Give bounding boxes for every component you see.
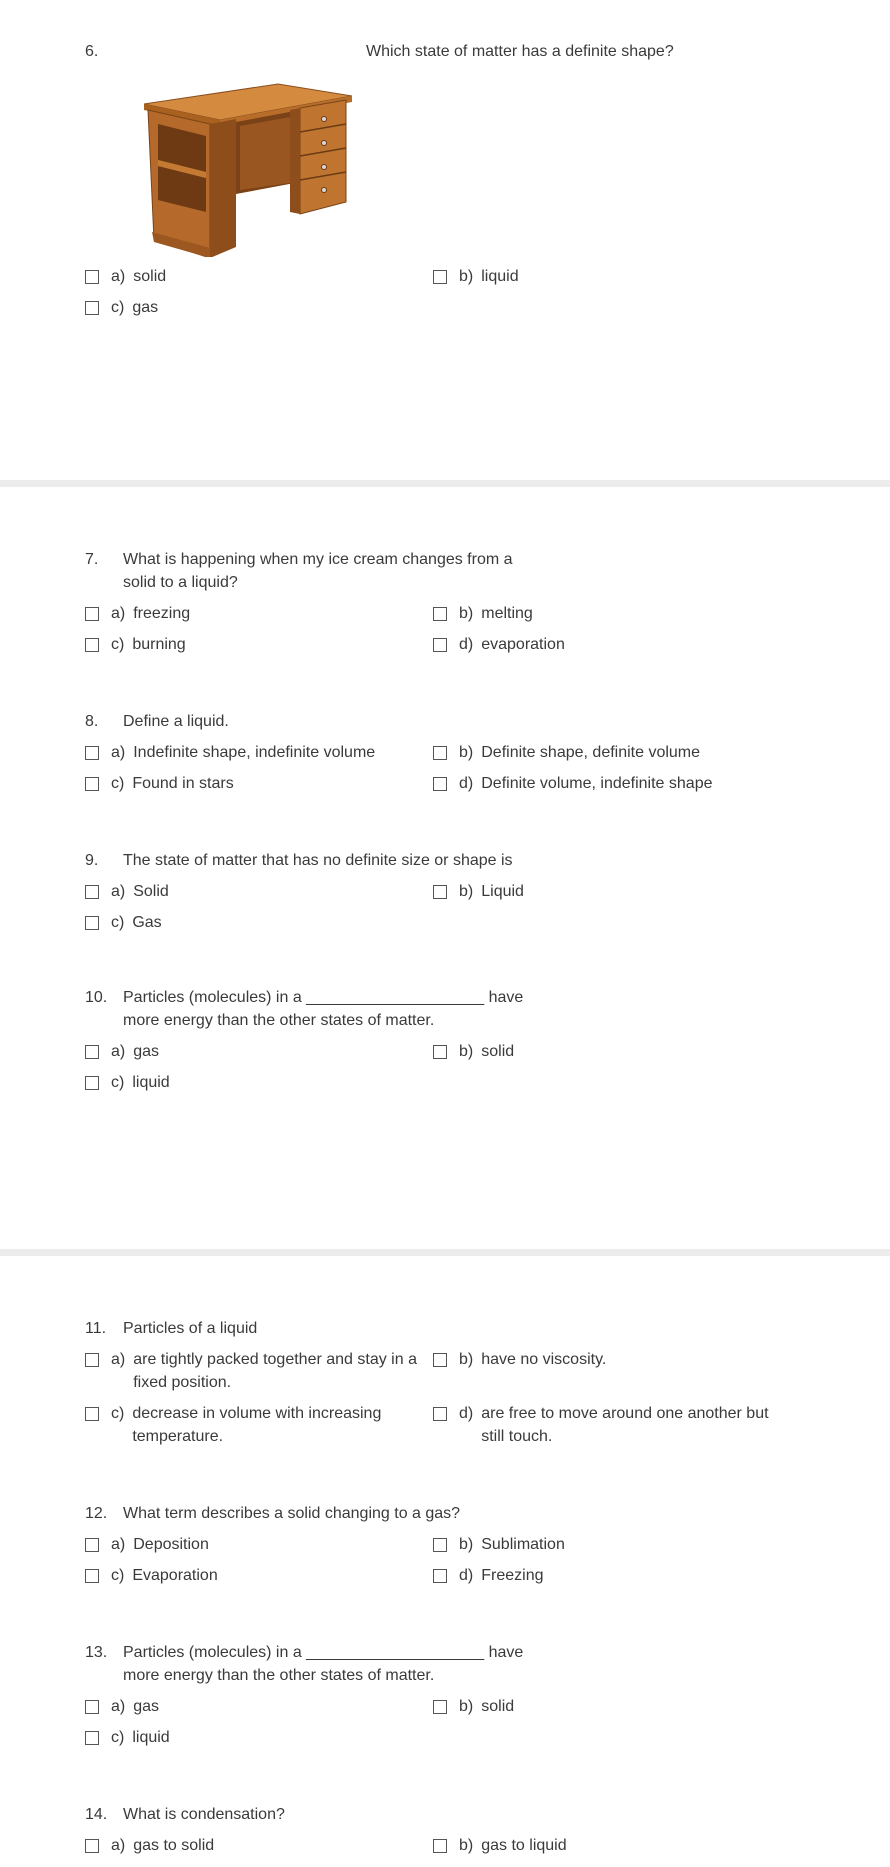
question-text: Define a liquid. (123, 713, 229, 730)
question-text: Particles of a liquid (123, 1320, 258, 1337)
checkbox[interactable] (85, 1045, 99, 1059)
checkbox[interactable] (85, 1700, 99, 1714)
option-c[interactable]: c) Found in stars (85, 772, 234, 795)
checkbox[interactable] (433, 885, 447, 899)
checkbox[interactable] (433, 1569, 447, 1583)
option-c[interactable]: c) decrease in volume with increasing temperature. (85, 1402, 430, 1448)
question-number: 11. (85, 1320, 107, 1337)
option-b[interactable]: b) solid (433, 1040, 514, 1063)
question-text: Particles (molecules) in a ____________________ have more energy than the other states of matter. (123, 989, 524, 1029)
option-d[interactable]: d) evaporation (433, 633, 565, 656)
checkbox[interactable] (85, 607, 99, 621)
option-c[interactable]: c) burning (85, 633, 186, 656)
checkbox[interactable] (433, 270, 447, 284)
checkbox[interactable] (85, 885, 99, 899)
checkbox[interactable] (85, 1076, 99, 1090)
option-b[interactable]: b) liquid (433, 265, 519, 288)
page-divider (0, 480, 890, 487)
question-12 (85, 1502, 805, 1525)
question-number: 9. (85, 852, 99, 869)
checkbox[interactable] (433, 777, 447, 791)
option-a[interactable]: a) gas (85, 1695, 159, 1718)
option-c[interactable]: c) liquid (85, 1726, 170, 1749)
option-c[interactable]: c) Gas (85, 911, 162, 934)
question-10 (85, 986, 805, 1032)
option-d[interactable]: d) Freezing (433, 1564, 543, 1587)
checkbox[interactable] (85, 1839, 99, 1853)
checkbox[interactable] (433, 1353, 447, 1367)
option-a[interactable]: a) are tightly packed together and stay in a fixed position. (85, 1348, 430, 1394)
option-a[interactable]: a) solid (85, 265, 166, 288)
option-c[interactable]: c) gas (85, 296, 158, 319)
option-b[interactable]: b) Sublimation (433, 1533, 565, 1556)
option-a[interactable]: a) freezing (85, 602, 190, 625)
checkbox[interactable] (85, 746, 99, 760)
checkbox[interactable] (85, 638, 99, 652)
checkbox[interactable] (85, 301, 99, 315)
option-b[interactable]: b) Liquid (433, 880, 524, 903)
checkbox[interactable] (85, 1353, 99, 1367)
option-b[interactable]: b) Definite shape, definite volume (433, 741, 700, 764)
option-a[interactable]: a) gas to solid (85, 1834, 214, 1857)
question-8 (85, 710, 805, 733)
desk-image (140, 62, 360, 257)
question-number: 10. (85, 989, 108, 1006)
checkbox[interactable] (433, 607, 447, 621)
option-d[interactable]: d) Definite volume, indefinite shape (433, 772, 712, 795)
option-a[interactable]: a) gas (85, 1040, 159, 1063)
option-a[interactable]: a) Solid (85, 880, 169, 903)
question-14 (85, 1803, 805, 1826)
question-number: 7. (85, 551, 99, 568)
option-a[interactable]: a) Deposition (85, 1533, 209, 1556)
question-text: Which state of matter has a definite shape? (366, 43, 674, 60)
question-number: 12. (85, 1505, 108, 1522)
checkbox[interactable] (85, 270, 99, 284)
question-number: 13. (85, 1644, 108, 1661)
checkbox[interactable] (85, 1538, 99, 1552)
option-d[interactable]: d) are free to move around one another but still touch. (433, 1402, 793, 1448)
option-b[interactable]: b) gas to liquid (433, 1834, 567, 1857)
checkbox[interactable] (85, 777, 99, 791)
checkbox[interactable] (433, 638, 447, 652)
question-text: What is condensation? (123, 1806, 285, 1823)
question-text: Particles (molecules) in a ____________________ have more energy than the other states of matter. (123, 1644, 524, 1684)
question-text: The state of matter that has no definite size or shape is (123, 852, 513, 869)
checkbox[interactable] (433, 1700, 447, 1714)
checkbox[interactable] (85, 916, 99, 930)
question-11 (85, 1317, 805, 1340)
option-b[interactable]: b) solid (433, 1695, 514, 1718)
checkbox[interactable] (433, 1045, 447, 1059)
option-c[interactable]: c) liquid (85, 1071, 170, 1094)
question-text: What is happening when my ice cream changes from a solid to a liquid? (123, 551, 513, 591)
checkbox[interactable] (433, 746, 447, 760)
checkbox[interactable] (433, 1538, 447, 1552)
checkbox[interactable] (85, 1569, 99, 1583)
checkbox[interactable] (85, 1407, 99, 1421)
checkbox[interactable] (85, 1731, 99, 1745)
page-divider (0, 1249, 890, 1256)
option-b[interactable]: b) have no viscosity. (433, 1348, 606, 1371)
question-number: 6. (85, 43, 99, 60)
question-13 (85, 1641, 805, 1687)
question-number: 14. (85, 1806, 108, 1823)
question-number: 8. (85, 713, 99, 730)
question-9 (85, 849, 805, 872)
option-c[interactable]: c) Evaporation (85, 1564, 218, 1587)
question-7 (85, 548, 805, 594)
checkbox[interactable] (433, 1407, 447, 1421)
option-a[interactable]: a) Indefinite shape, indefinite volume (85, 741, 375, 764)
question-text: What term describes a solid changing to a gas? (123, 1505, 461, 1522)
option-b[interactable]: b) melting (433, 602, 533, 625)
checkbox[interactable] (433, 1839, 447, 1853)
